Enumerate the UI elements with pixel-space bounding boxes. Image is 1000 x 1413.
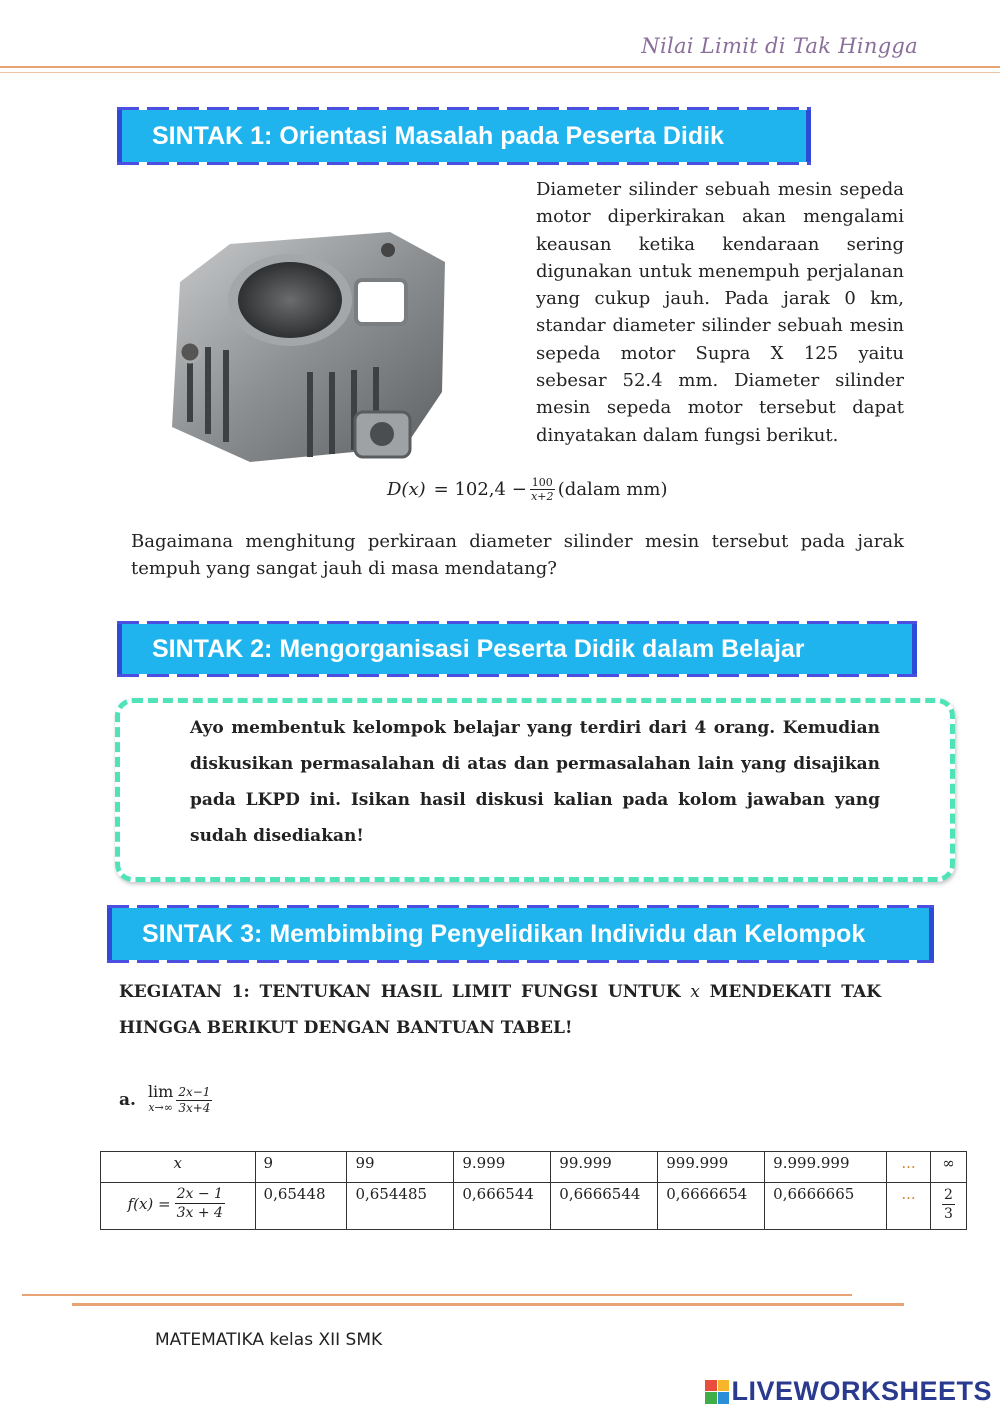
table-cell: 0,6666654	[658, 1183, 765, 1230]
footer-rule-thick	[72, 1303, 904, 1306]
engine-cylinder-image	[160, 222, 450, 470]
limit-operator	[148, 1084, 173, 1116]
table-cell: 99	[347, 1152, 454, 1183]
table-cell: 999.999	[658, 1152, 765, 1183]
sintak1-paragraph: Diameter silinder sebuah mesin sepeda motor diperkirakan akan mengalami keausan ketika kendaraan sering digunakan untuk menempuh perjalanan yang cukup jauh. Pada jarak 0 km, standar diameter silinder sebuah mesin sepeda motor Supra X 125 yaitu sebesar 52.4 mm. Diameter silinder mesin sepeda motor tersebut dapat dinyatakan dalam fungsi berikut.	[536, 179, 904, 446]
sintak1-banner	[117, 110, 811, 162]
limit-value-denominator: 3	[944, 1206, 953, 1222]
table-cell-ellipsis: ...	[887, 1152, 931, 1183]
table-cell: 0,6666665	[765, 1183, 887, 1230]
table-cell-fx-label	[101, 1183, 256, 1230]
kegiatan-part1: KEGIATAN 1: TENTUKAN HASIL LIMIT FUNGSI UNTUK	[119, 982, 681, 1002]
table-cell: 9	[255, 1152, 347, 1183]
diameter-formula	[387, 476, 668, 503]
limit-lim: lim	[147, 1082, 174, 1101]
formula-fraction	[530, 476, 555, 503]
limit-fraction	[176, 1085, 212, 1116]
table-cell: 9.999	[454, 1152, 551, 1183]
table-cell: 0,654485	[347, 1183, 454, 1230]
formula-lhs: D(x)	[387, 479, 426, 500]
formula-denominator: x+2	[531, 490, 554, 503]
table-cell: 0,666544	[454, 1183, 551, 1230]
sintak1-question: Bagaimana menghitung perkiraan diameter silinder mesin tersebut pada jarak tempuh yang sangat jauh di masa mendatang?	[131, 531, 904, 580]
liveworksheets-brand	[705, 1376, 992, 1407]
limit-value-numerator: 2	[944, 1187, 953, 1203]
limit-value-fraction	[942, 1186, 955, 1223]
limit-item-a	[119, 1084, 215, 1116]
limit-numerator: 2x−1	[178, 1084, 211, 1099]
table-row-fx	[101, 1183, 967, 1230]
kegiatan-part2: MENDEKATI TAK HINGGA BERIKUT DENGAN BANTUAN TABEL!	[119, 982, 881, 1038]
table-cell-limit-value	[930, 1183, 966, 1230]
sintak2-instruction: Ayo membentuk kelompok belajar yang terdiri dari 4 orang. Kemudian diskusikan permasalahan di atas dan permasalahan lain yang disajikan pada LKPD ini. Isikan hasil diskusi kalian pada kolom jawaban yang sudah disediakan!	[190, 718, 880, 846]
kegiatan-heading	[119, 974, 881, 1046]
fx-fraction	[175, 1185, 225, 1222]
table-cell: 9.999.999	[765, 1152, 887, 1183]
liveworksheets-text: LIVEWORKSHEETS	[731, 1376, 992, 1406]
formula-numerator: 100	[531, 476, 553, 489]
limit-table	[100, 1151, 967, 1230]
liveworksheets-logo-icon	[705, 1380, 729, 1404]
footer-subject: MATEMATIKA kelas XII SMK	[155, 1330, 383, 1350]
table-cell: 99.999	[551, 1152, 658, 1183]
sintak1-title: SINTAK 1: Orientasi Masalah pada Peserta Didik	[152, 121, 724, 150]
header-rule-thin	[0, 72, 1000, 73]
formula-eq: = 102,4 −	[433, 479, 527, 500]
sintak3-title: SINTAK 3: Membimbing Penyelidikan Individu dan Kelompok	[142, 919, 866, 948]
table-cell-ellipsis: ...	[887, 1183, 931, 1230]
kegiatan-variable: x	[690, 982, 700, 1002]
table-cell-x-label: x	[101, 1152, 256, 1183]
fx-numerator: 2x − 1	[176, 1186, 223, 1202]
limit-subscript: x→∞	[148, 1101, 173, 1114]
footer-rule	[22, 1294, 852, 1296]
document-header-title: Nilai Limit di Tak Hingga	[641, 34, 918, 58]
sintak2-title: SINTAK 2: Mengorganisasi Peserta Didik dalam Belajar	[152, 634, 805, 663]
header-rule	[0, 66, 1000, 68]
sintak2-banner	[117, 624, 917, 674]
table-cell-infinity: ∞	[930, 1152, 966, 1183]
table-row-x	[101, 1152, 967, 1183]
table-cell: 0,6666544	[551, 1183, 658, 1230]
sintak3-banner	[107, 908, 934, 960]
formula-unit: (dalam mm)	[557, 479, 668, 500]
table-cell: 0,65448	[255, 1183, 347, 1230]
fx-lhs: f(x) =	[127, 1194, 171, 1213]
item-label: a.	[119, 1090, 136, 1110]
limit-denominator: 3x+4	[178, 1100, 211, 1115]
fx-denominator: 3x + 4	[176, 1205, 223, 1221]
